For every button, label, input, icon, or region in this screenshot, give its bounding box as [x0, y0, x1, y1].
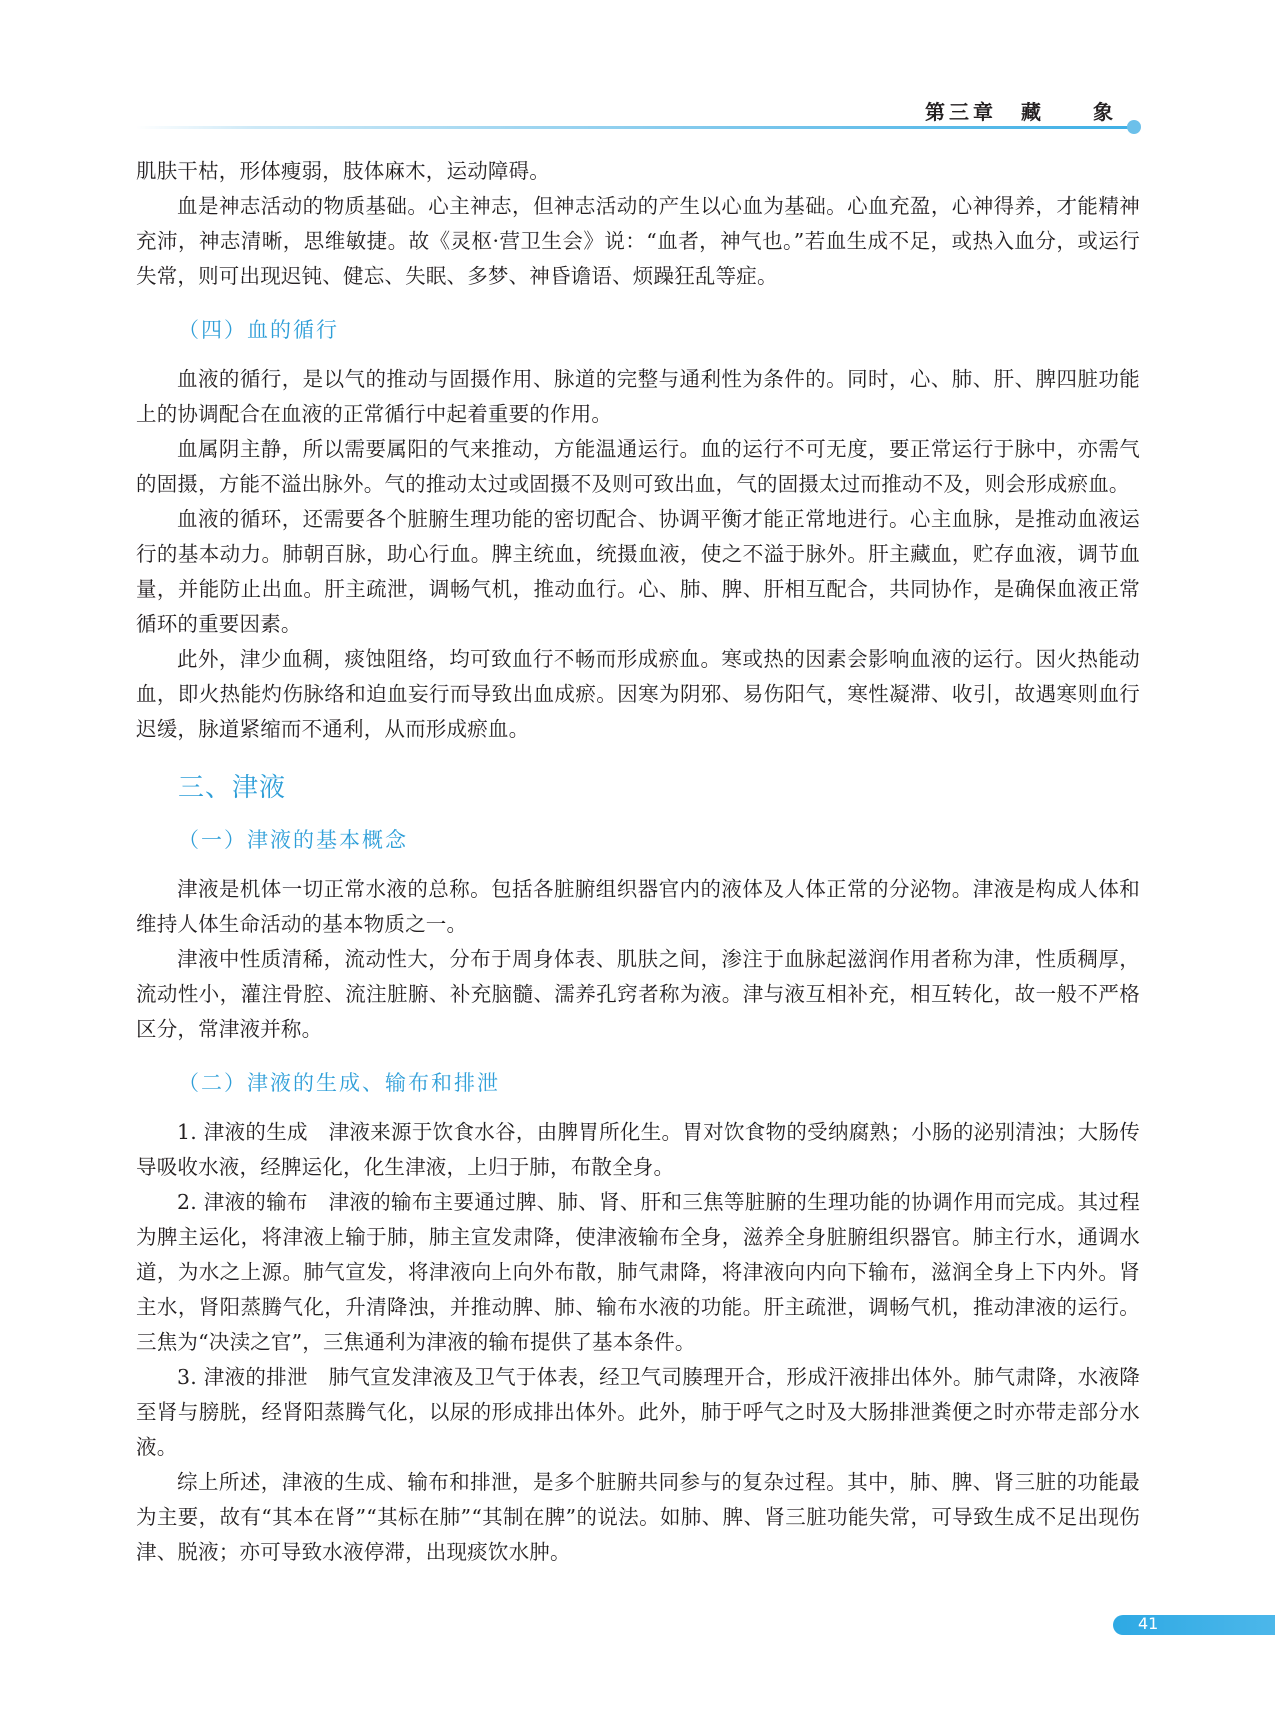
paragraph: 3. 津液的排泄 肺气宣发津液及卫气于体表，经卫气司腠理开合，形成汗液排出体外。肺气肃降，水液降至肾与膀胱，经肾阳蒸腾气化，以尿的形成排出体外。此外，肺于呼气之时及大肠排泄粪便之时亦带走部分水液。	[136, 1365, 1140, 1459]
header-rule	[136, 126, 1132, 129]
paragraph: 综上所述，津液的生成、输布和排泄，是多个脏腑共同参与的复杂过程。其中，肺、脾、肾三脏的功能最为主要，故有“其本在肾”“其标在肺”“其制在脾”的说法。如肺、脾、肾三脏功能失常，可导致生成不足出现伤津、脱液；亦可导致水液停滞，出现痰饮水肿。	[136, 1470, 1140, 1564]
paragraph: 津液中性质清稀，流动性大，分布于周身体表、肌肤之间，渗注于血脉起滋润作用者称为津，性质稠厚，流动性小，灌注骨腔、流注脏腑、补充脑髓、濡养孔窍者称为液。津与液互相补充，相互转化，故一般不严格区分，常津液并称。	[136, 947, 1140, 1041]
paragraph: 津液是机体一切正常水液的总称。包括各脏腑组织器官内的液体及人体正常的分泌物。津液是构成人体和维持人体生命活动的基本物质之一。	[136, 877, 1140, 936]
page-body	[136, 154, 1140, 1570]
subsection-heading: （一）津液的基本概念	[178, 828, 408, 852]
paragraph: 血液的循环，还需要各个脏腑生理功能的密切配合、协调平衡才能正常地进行。心主血脉，是推动血液运行的基本动力。肺朝百脉，助心行血。脾主统血，统摄血液，使之不溢于脉外。肝主藏血，贮存血液，调节血量，并能防止出血。肝主疏泄，调畅气机，推动血行。心、肺、脾、肝相互配合，共同协作，是确保血液正常循环的重要因素。	[136, 507, 1140, 636]
paragraph: 血液的循行，是以气的推动与固摄作用、脉道的完整与通利性为条件的。同时，心、肺、肝、脾四脏功能上的协调配合在血液的正常循行中起着重要的作用。	[136, 367, 1140, 426]
running-head: 第三章 藏 象	[925, 100, 1117, 124]
paragraph: 血属阴主静，所以需要属阳的气来推动，方能温通运行。血的运行不可无度，要正常运行于脉中，亦需气的固摄，方能不溢出脉外。气的推动太过或固摄不及则可致出血，气的固摄太过而推动不及，则会形成瘀血。	[136, 437, 1140, 496]
paragraph: 肌肤干枯，形体瘦弱，肢体麻木，运动障碍。	[136, 159, 550, 183]
section-heading: 三、津液	[178, 773, 287, 803]
paragraph: 1. 津液的生成 津液来源于饮食水谷，由脾胃所化生。胃对饮食物的受纳腐熟；小肠的泌别清浊；大肠传导吸收水液，经脾运化，化生津液，上归于肺，布散全身。	[136, 1120, 1140, 1179]
page-number: 41	[1138, 1614, 1159, 1633]
subsection-heading: （四）血的循行	[178, 318, 339, 342]
paragraph: 此外，津少血稠，痰蚀阻络，均可致血行不畅而形成瘀血。寒或热的因素会影响血液的运行。因火热能动血，即火热能灼伤脉络和迫血妄行而导致出血成瘀。因寒为阴邪、易伤阳气，寒性凝滞、收引，故遇寒则血行迟缓，脉道紧缩而不通利，从而形成瘀血。	[136, 647, 1140, 741]
paragraph: 2. 津液的输布 津液的输布主要通过脾、肺、肾、肝和三焦等脏腑的生理功能的协调作用而完成。其过程为脾主运化，将津液上输于肺，肺主宣发肃降，使津液输布全身，滋养全身脏腑组织器官。肺主行水，通调水道，为水之上源。肺气宣发，将津液向上向外布散，肺气肃降，将津液向内向下输布，滋润全身上下内外。肾主水，肾阳蒸腾气化，升清降浊，并推动脾、肺、输布水液的功能。肝主疏泄，调畅气机，推动津液的运行。三焦为“决渎之官”，三焦通利为津液的输布提供了基本条件。	[136, 1190, 1140, 1354]
subsection-heading: （二）津液的生成、输布和排泄	[178, 1071, 500, 1095]
header-rule-dot	[1127, 120, 1141, 134]
paragraph: 血是神志活动的物质基础。心主神志，但神志活动的产生以心血为基础。心血充盈，心神得养，才能精神充沛，神志清晰，思维敏捷。故《灵枢·营卫生会》说：“血者，神气也。”若血生成不足，或热入血分，或运行失常，则可出现迟钝、健忘、失眠、多梦、神昏谵语、烦躁狂乱等症。	[136, 194, 1140, 288]
